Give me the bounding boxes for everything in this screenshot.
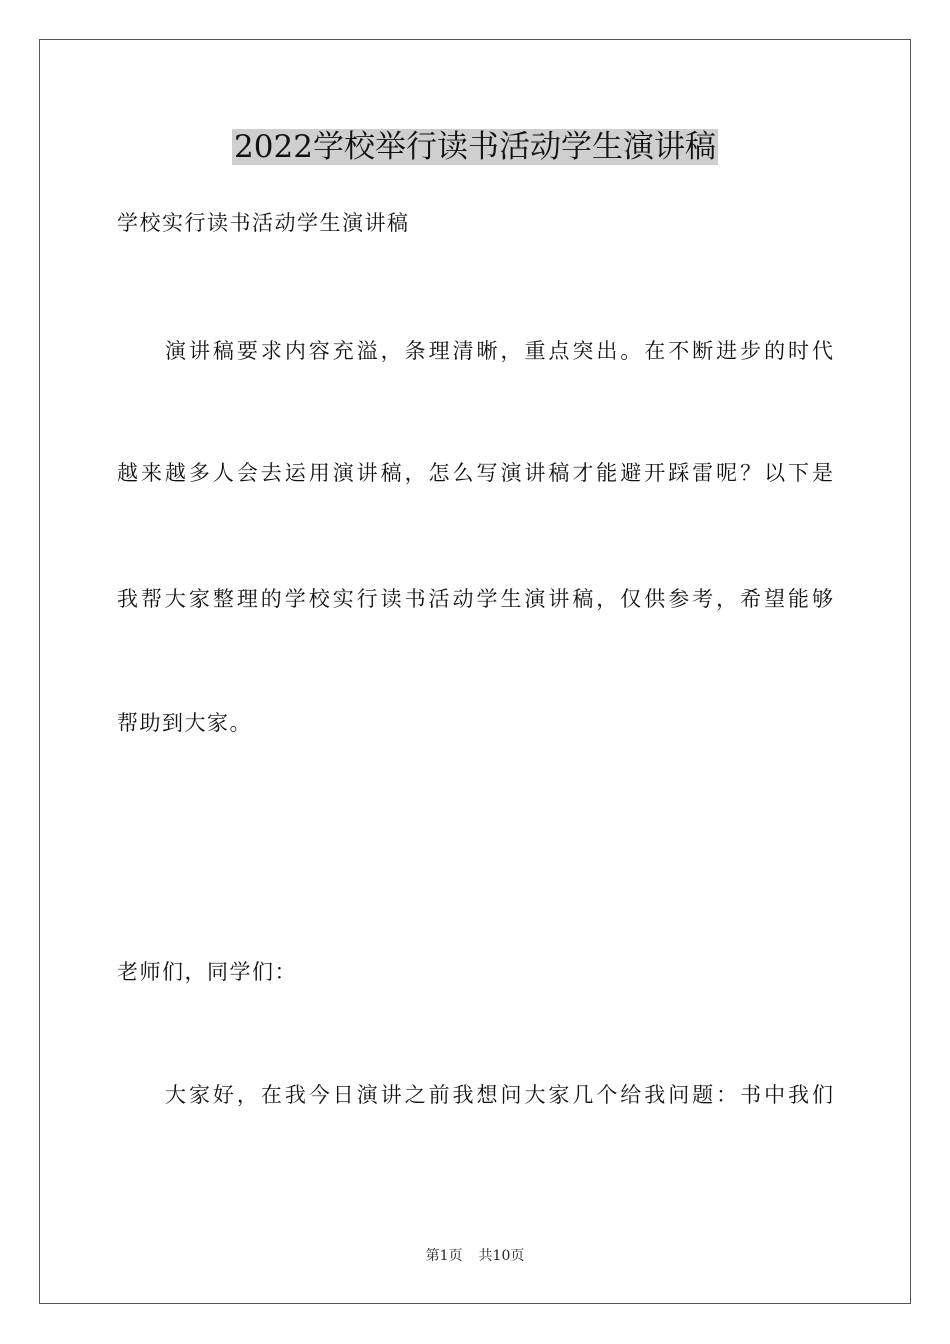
paragraph-line: 越来越多人会去运用演讲稿，怎么写演讲稿才能避开踩雷呢？以下是 [117, 461, 833, 485]
document-subtitle: 学校实行读书活动学生演讲稿 [117, 211, 410, 235]
paragraph-line: 演讲稿要求内容充溢，条理清晰，重点突出。在不断进步的时代 [165, 339, 833, 363]
paragraph-line: 帮助到大家。 [117, 711, 252, 735]
paragraph-line: 我帮大家整理的学校实行读书活动学生演讲稿，仅供参考，希望能够 [117, 587, 833, 611]
document-title-text: 2022学校举行读书活动学生演讲稿 [234, 129, 716, 165]
salutation: 老师们，同学们： [117, 960, 297, 984]
page-number: 第1页 [425, 1248, 463, 1264]
document-title [0, 125, 950, 169]
paragraph-line: 大家好，在我今日演讲之前我想问大家几个给我问题：书中我们 [165, 1083, 833, 1107]
page-footer [0, 1246, 950, 1266]
page-total: 共10页 [478, 1248, 525, 1264]
